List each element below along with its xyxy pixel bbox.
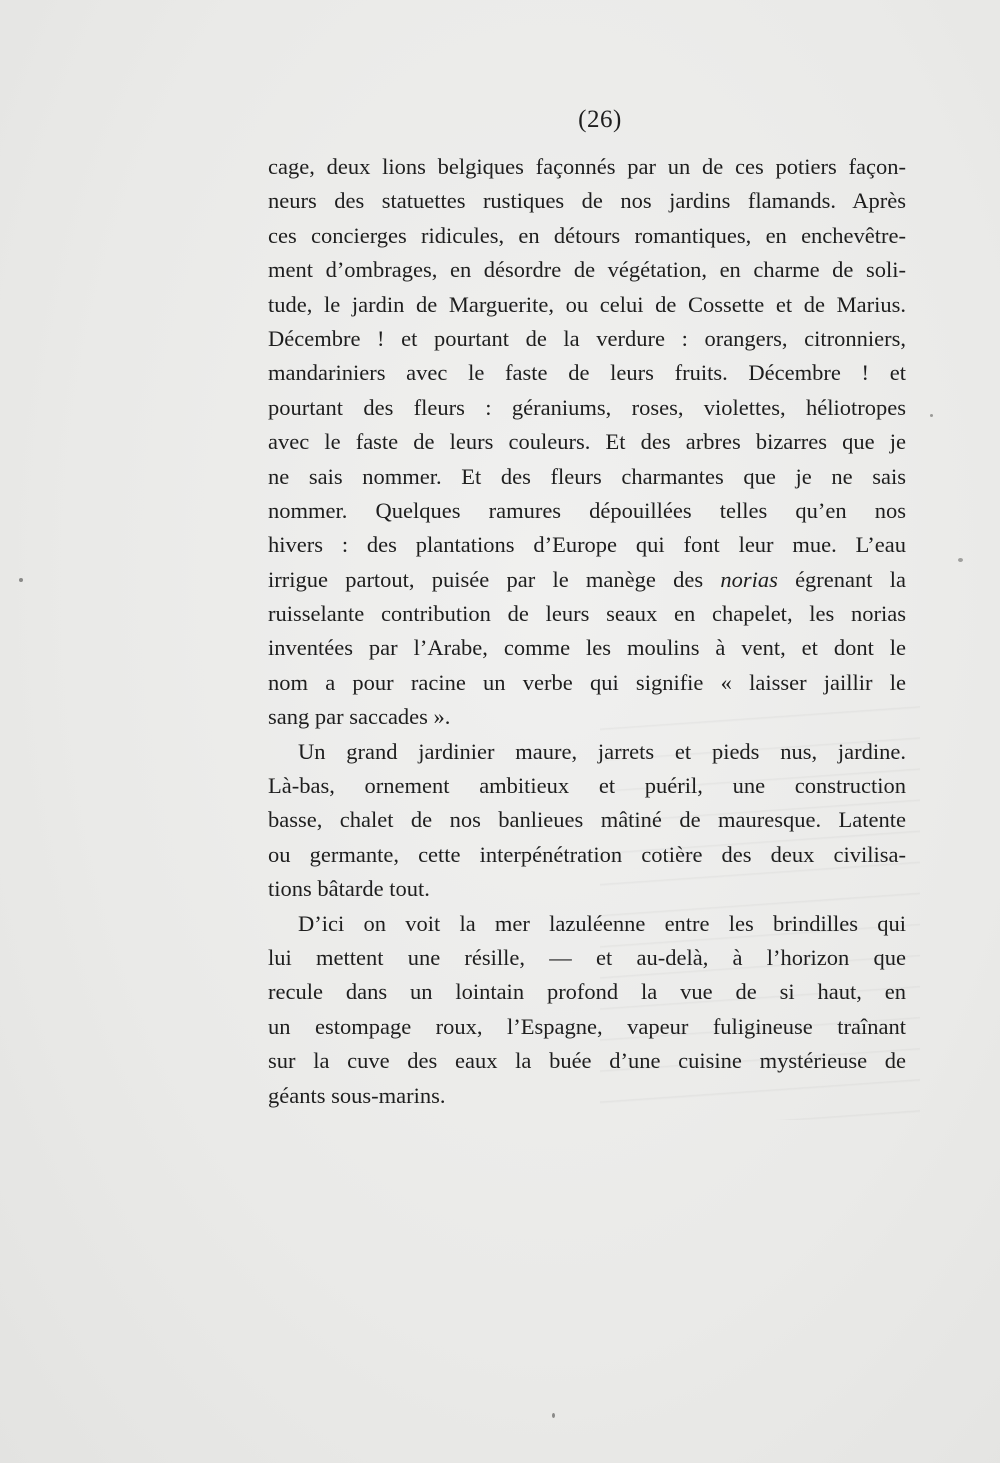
text-line: neurs des statuettes rustiques de nos jardins flamands. Après [268,188,906,214]
text-line: Un grand jardinier maure, jarrets et pieds nus, jardine. [298,738,906,764]
text-line: Là-bas, ornement ambitieux et puéril, une construction [268,773,906,799]
text-line: tude, le jardin de Marguerite, ou celui de Cossette et de Marius. [268,291,906,317]
text-line: nommer. Quelques ramures dépouillées telles qu’en nos [268,497,906,523]
text-line: nom a pour racine un verbe qui signifie « laisser jaillir le [268,669,906,695]
text-line: inventées par l’Arabe, comme les moulins à vent, et dont le [268,635,906,661]
text-line: ment d’ombrages, en désordre de végétation, en charme de soli- [268,257,906,283]
text-line: ruisselante contribution de leurs seaux en chapelet, les norias [268,601,906,627]
body-text [268,150,906,1113]
italic-term: norias [720,566,778,592]
text-line: sur la cuve des eaux la buée d’une cuisine mystérieuse de [268,1048,906,1074]
text-line: D’ici on voit la mer lazuléenne entre les brindilles qui [298,910,906,936]
text-line: géants sous-marins. [268,1082,446,1108]
text-line: recule dans un lointain profond la vue de si haut, en [268,979,906,1005]
text-line: hivers : des plantations d’Europe qui font leur mue. L’eau [268,532,906,558]
text-line: lui mettent une résille, — et au-delà, à l’horizon que [268,944,906,970]
text-line-with-italic: irrigue partout, puisée par le manège des norias égrenant la [268,566,906,592]
text-line: cage, deux lions belgiques façonnés par un de ces potiers façon- [268,154,906,179]
text-line: ou germante, cette interpénétration cotière des deux civilisa- [268,841,906,867]
text-line: Décembre ! et pourtant de la verdure : orangers, citronniers, [268,325,906,351]
paper-speck [552,1413,555,1418]
text-line: mandariniers avec le faste de leurs fruits. Décembre ! et [268,360,906,386]
text-line: tions bâtarde tout. [268,876,430,902]
paragraph-3 [268,907,906,1113]
text-line: un estompage roux, l’Espagne, vapeur fuligineuse traînant [268,1013,906,1039]
text-line: basse, chalet de nos banlieues mâtiné de mauresque. Latente [268,807,906,833]
text-line: avec le faste de leurs couleurs. Et des arbres bizarres que je [268,429,906,455]
paper-speck [958,558,963,562]
text-line: sang par saccades ». [268,704,451,730]
paragraph-1 [268,150,906,735]
paragraph-2 [268,735,906,907]
text-line: ces concierges ridicules, en détours romantiques, en enchevêtre- [268,222,906,248]
text-line: ne sais nommer. Et des fleurs charmantes que je ne sais [268,463,906,489]
paper-speck [19,578,23,582]
paper-speck [930,414,933,417]
text-line: pourtant des fleurs : géraniums, roses, violettes, héliotropes [268,394,906,420]
page-number: (26) [578,106,622,133]
